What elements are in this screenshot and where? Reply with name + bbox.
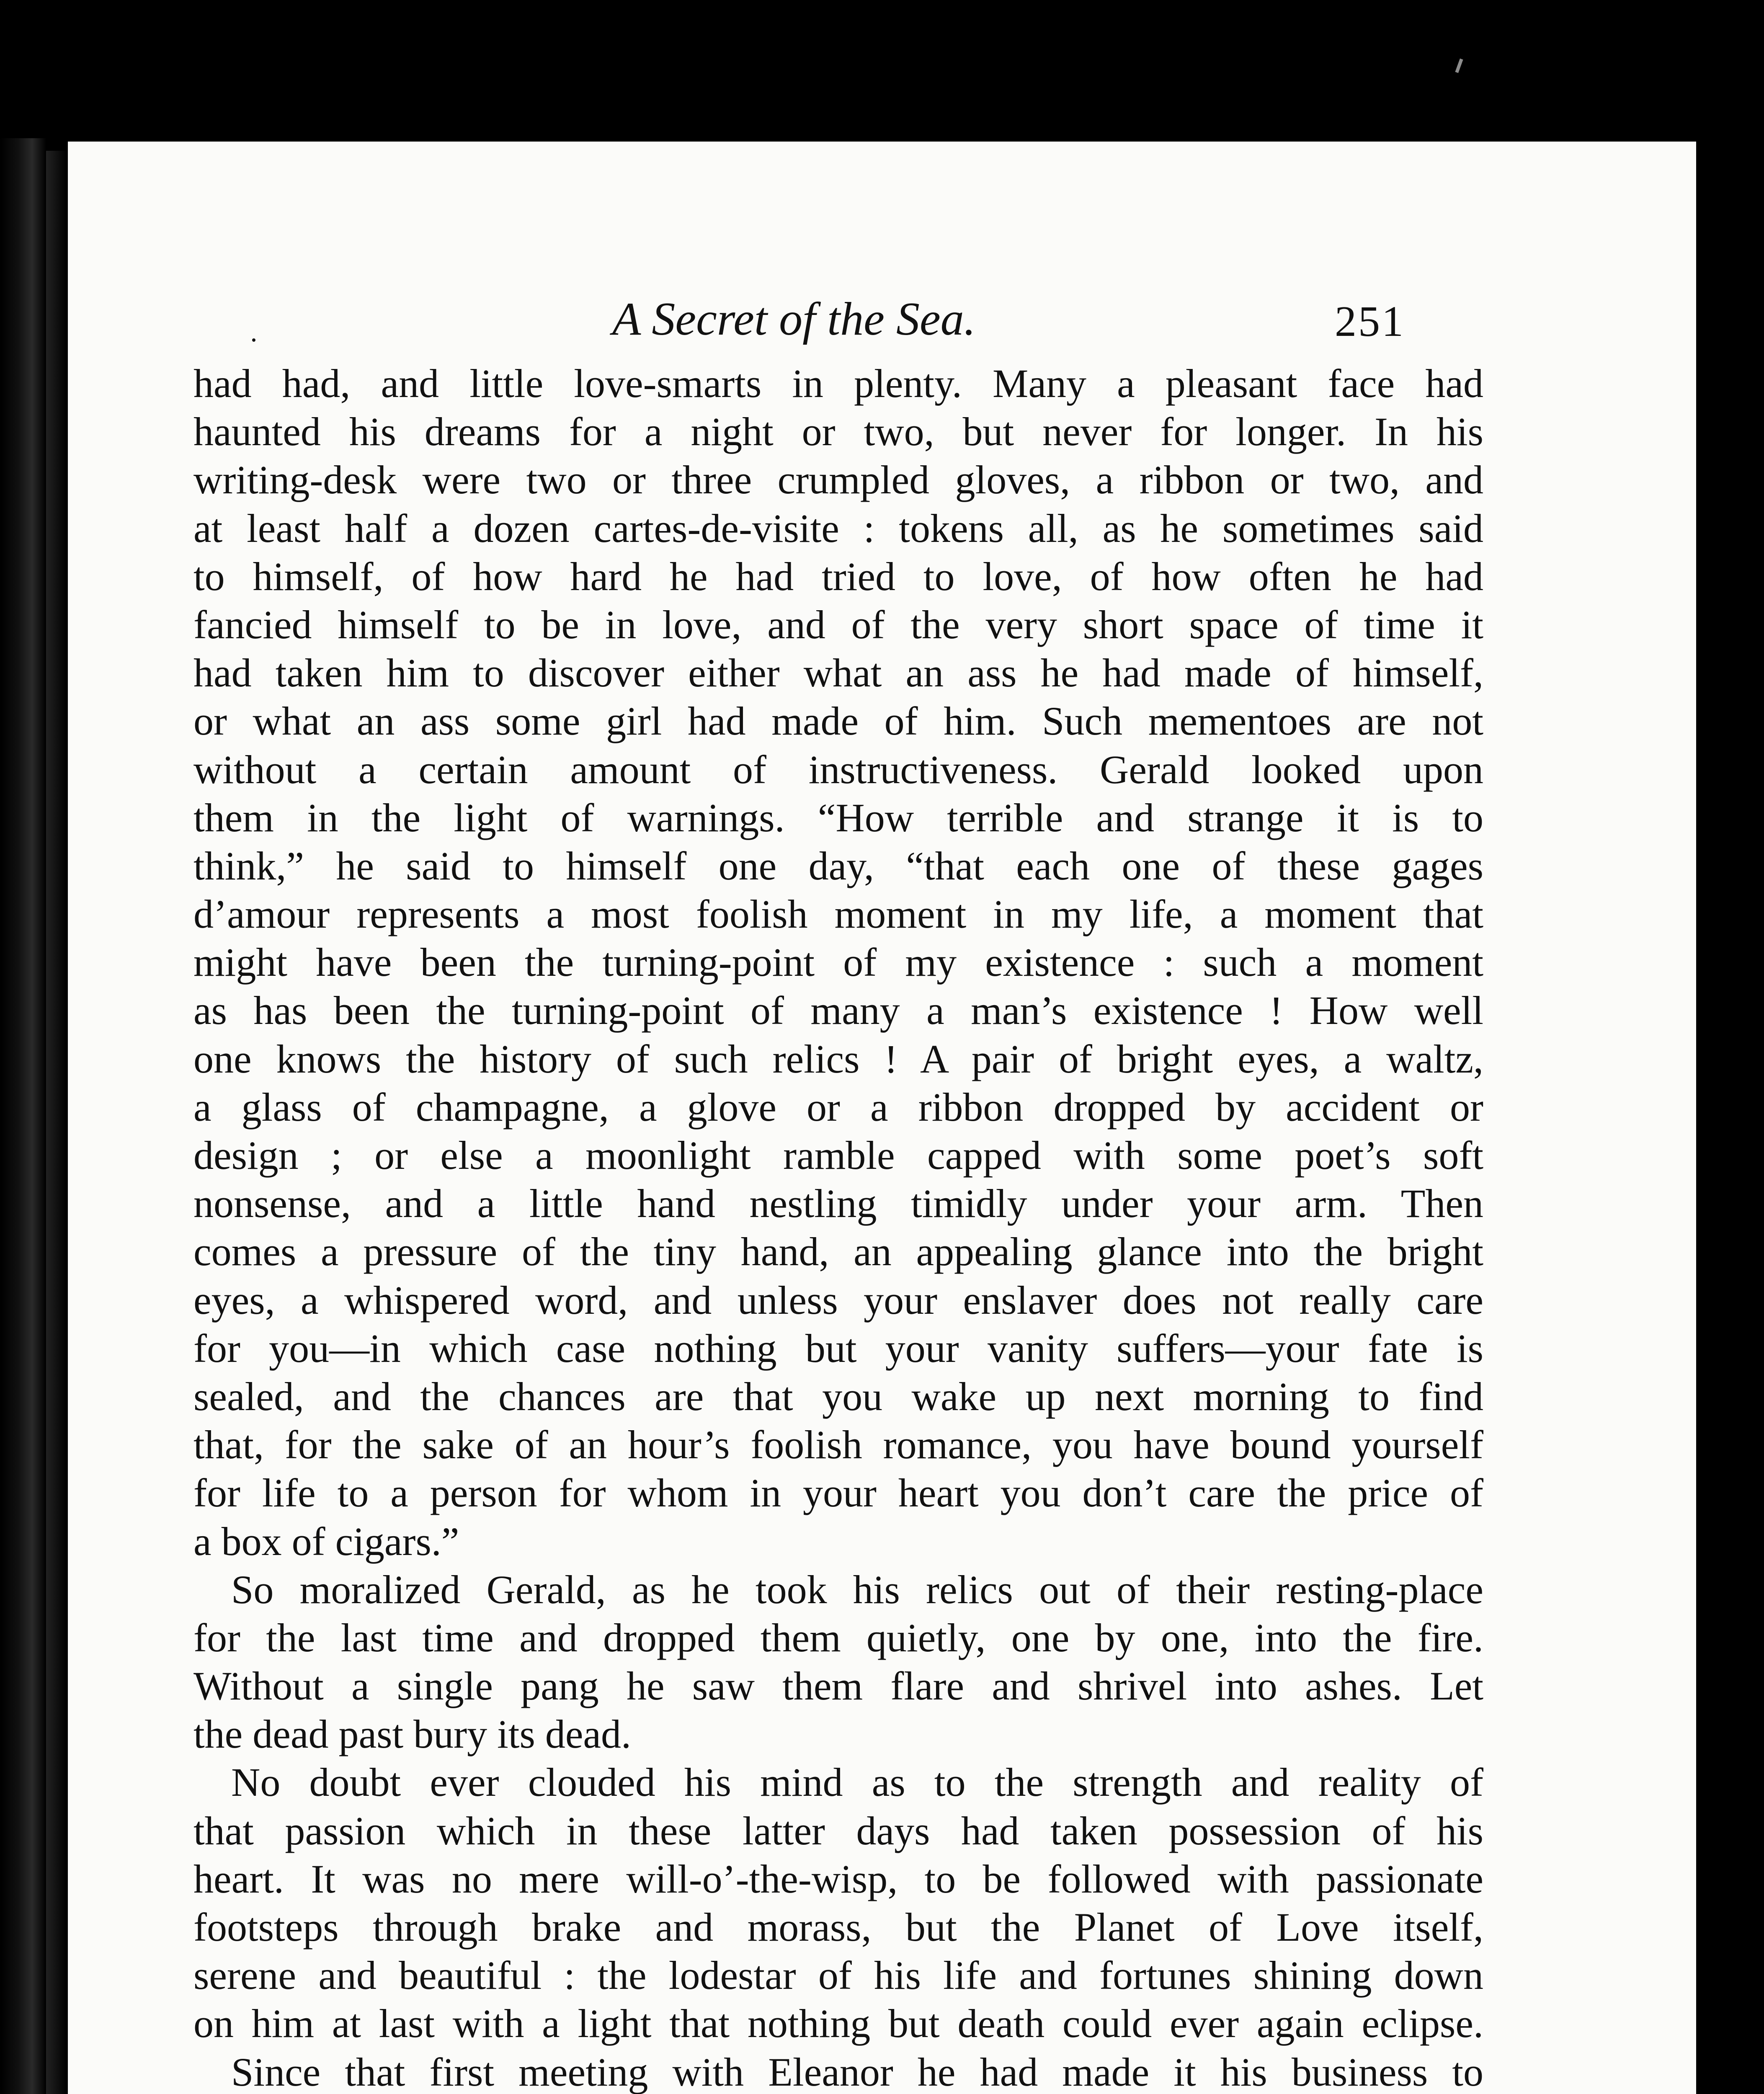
text-line: comes a pressure of the tiny hand, an appealing glance into the bright — [193, 1229, 1483, 1274]
text-line: might have been the turning-point of my existence : such a moment — [193, 940, 1483, 985]
text-line: as has been the turning-point of many a man’s existence ! How well — [193, 988, 1483, 1033]
text-line: nonsense, and a little hand nestling timidly under your arm. Then — [193, 1181, 1483, 1226]
text-line: Since that first meeting with Eleanor he had made it his business to — [231, 2049, 1483, 2094]
text-line: them in the light of warnings. “How terrible and strange it is to — [193, 795, 1483, 840]
text-line: had had, and little love-smarts in plenty. Many a pleasant face had — [193, 361, 1483, 406]
text-line: think,” he said to himself one day, “that each one of these gages — [193, 843, 1483, 888]
text-line: writing-desk were two or three crumpled gloves, a ribbon or two, and — [193, 457, 1483, 503]
text-line: heart. It was no mere will-o’-the-wisp, to be followed with passionate — [193, 1856, 1483, 1901]
text-line: Without a single pang he saw them flare and shrivel into ashes. Let — [193, 1663, 1483, 1709]
text-line: one knows the history of such relics ! A pair of bright eyes, a waltz, — [193, 1036, 1483, 1081]
text-line: the dead past bury its dead. — [193, 1712, 632, 1757]
page-number: 251 — [1335, 297, 1405, 346]
text-line: d’amour represents a most foolish moment in my life, a moment that — [193, 892, 1483, 937]
text-line: So moralized Gerald, as he took his relics out of their resting-place — [231, 1567, 1483, 1612]
text-line: a box of cigars.” — [193, 1519, 459, 1564]
text-line: a glass of champagne, a glove or a ribbon dropped by accident or — [193, 1084, 1483, 1130]
text-line: that passion which in these latter days had taken possession of his — [193, 1808, 1483, 1853]
text-line: without a certain amount of instructiveness. Gerald looked upon — [193, 747, 1483, 792]
book-page — [68, 142, 1696, 2094]
text-line: No doubt ever clouded his mind as to the strength and reality of — [231, 1760, 1483, 1805]
body-text — [193, 359, 1483, 2094]
text-line: for you—in which case nothing but your vanity suffers—your fate is — [193, 1326, 1483, 1371]
text-line: for the last time and dropped them quietly, one by one, into the fire. — [193, 1615, 1483, 1660]
text-line: sealed, and the chances are that you wake up next morning to find — [193, 1374, 1483, 1419]
page-gutter-shadow — [46, 151, 67, 2094]
text-line: to himself, of how hard he had tried to love, of how often he had — [193, 554, 1483, 599]
text-line: or what an ass some girl had made of him. Such mementoes are not — [193, 699, 1483, 744]
text-line: fancied himself to be in love, and of the very short space of time it — [193, 602, 1483, 647]
dust-speck — [252, 338, 255, 342]
running-title: A Secret of the Sea. — [612, 293, 976, 345]
text-line: design ; or else a moonlight ramble capped with some poet’s soft — [193, 1133, 1483, 1178]
text-line: footsteps through brake and morass, but the Planet of Love itself, — [193, 1905, 1483, 1950]
text-line: that, for the sake of an hour’s foolish romance, you have bound yourself — [193, 1422, 1483, 1467]
text-line: serene and beautiful : the lodestar of his life and fortunes shining down — [193, 1953, 1483, 1998]
text-line: haunted his dreams for a night or two, but never for longer. In his — [193, 409, 1483, 454]
text-line: at least half a dozen cartes-de-visite : tokens all, as he sometimes said — [193, 505, 1483, 551]
text-line: had taken him to discover either what an ass he had made of himself, — [193, 650, 1483, 696]
text-line: for life to a person for whom in your heart you don’t care the price of — [193, 1470, 1483, 1516]
text-line: on him at last with a light that nothing but death could ever again eclipse. — [193, 2001, 1483, 2046]
book-left-edge — [0, 138, 46, 2094]
text-line: eyes, a whispered word, and unless your enslaver does not really care — [193, 1277, 1483, 1323]
